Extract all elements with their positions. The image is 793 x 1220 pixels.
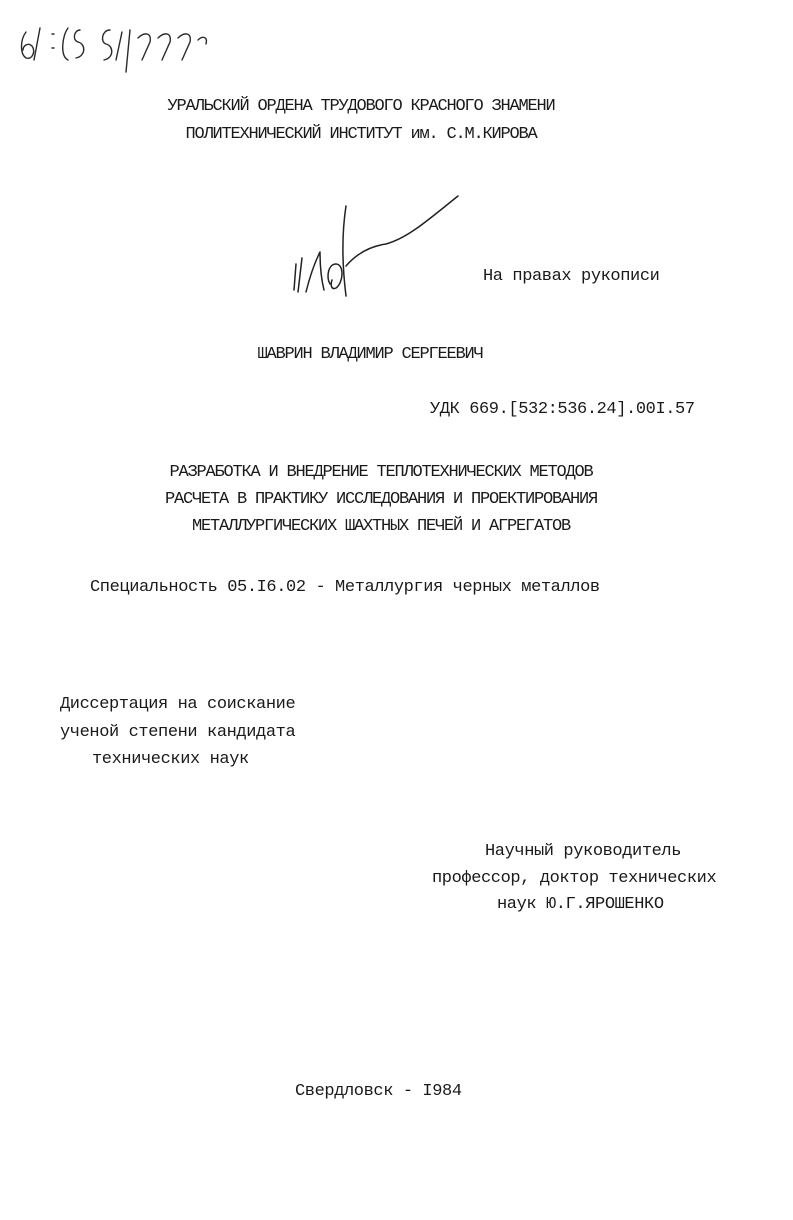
rights-reserved: На правах рукописи: [483, 267, 660, 286]
dissertation-line-1: Диссертация на соискание: [60, 695, 296, 714]
institute-line-1: УРАЛЬСКИЙ ОРДЕНА ТРУДОВОГО КРАСНОГО ЗНАМЕНИ: [167, 97, 555, 116]
title-line-1: РАЗРАБОТКА И ВНЕДРЕНИЕ ТЕПЛОТЕХНИЧЕСКИХ МЕТОДОВ: [169, 463, 593, 482]
specialty: Специальность 05.I6.02 - Металлургия черных металлов: [90, 578, 600, 597]
author-name: ШАВРИН ВЛАДИМИР СЕРГЕЕВИЧ: [257, 345, 483, 364]
title-line-3: МЕТАЛЛУРГИЧЕСКИХ ШАХТНЫХ ПЕЧЕЙ И АГРЕГАТОВ: [191, 517, 571, 536]
supervisor-line-1: Научный руководитель: [485, 842, 682, 861]
archive-mark: [12, 10, 222, 82]
dissertation-line-3: технических наук: [92, 750, 249, 769]
supervisor-line-3: наук Ю.Г.ЯРОШЕНКО: [497, 895, 664, 914]
supervisor-line-2: профессор, доктор технических: [432, 869, 717, 888]
institute-line-2: ПОЛИТЕХНИЧЕСКИЙ ИНСТИТУТ им. С.М.КИРОВА: [185, 125, 537, 144]
udc-code: УДК 669.[532:536.24].00I.57: [430, 400, 695, 419]
dissertation-line-2: ученой степени кандидата: [60, 723, 296, 742]
city-year: Свердловск - I984: [295, 1082, 462, 1101]
author-signature: [286, 192, 466, 310]
title-line-2: РАСЧЕТА В ПРАКТИКУ ИССЛЕДОВАНИЯ И ПРОЕКТИРОВАНИЯ: [164, 490, 598, 509]
